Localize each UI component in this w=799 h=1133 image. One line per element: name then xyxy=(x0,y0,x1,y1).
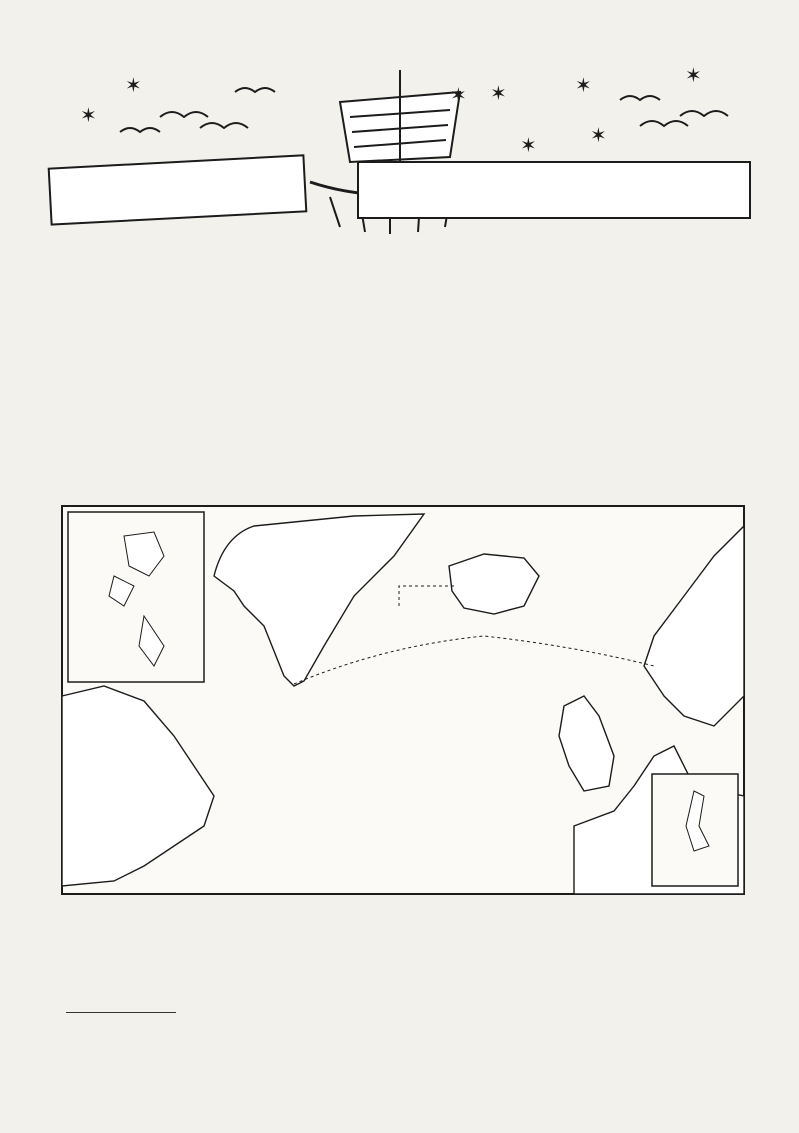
svg-text:✶: ✶ xyxy=(685,63,702,87)
title-lettering-right xyxy=(358,162,750,218)
svg-text:✶: ✶ xyxy=(450,83,467,107)
viking-map xyxy=(54,496,754,906)
svg-text:✶: ✶ xyxy=(590,123,607,147)
title-illustration xyxy=(40,62,760,274)
footnote-rule xyxy=(66,1012,176,1013)
inset-shetland xyxy=(652,774,738,886)
title-lettering-left xyxy=(49,155,307,224)
inset-faroe xyxy=(68,512,204,682)
svg-text:✶: ✶ xyxy=(520,133,537,157)
svg-text:✶: ✶ xyxy=(125,73,142,97)
svg-text:✶: ✶ xyxy=(490,81,507,105)
svg-text:✶: ✶ xyxy=(80,103,97,127)
svg-text:✶: ✶ xyxy=(575,73,592,97)
